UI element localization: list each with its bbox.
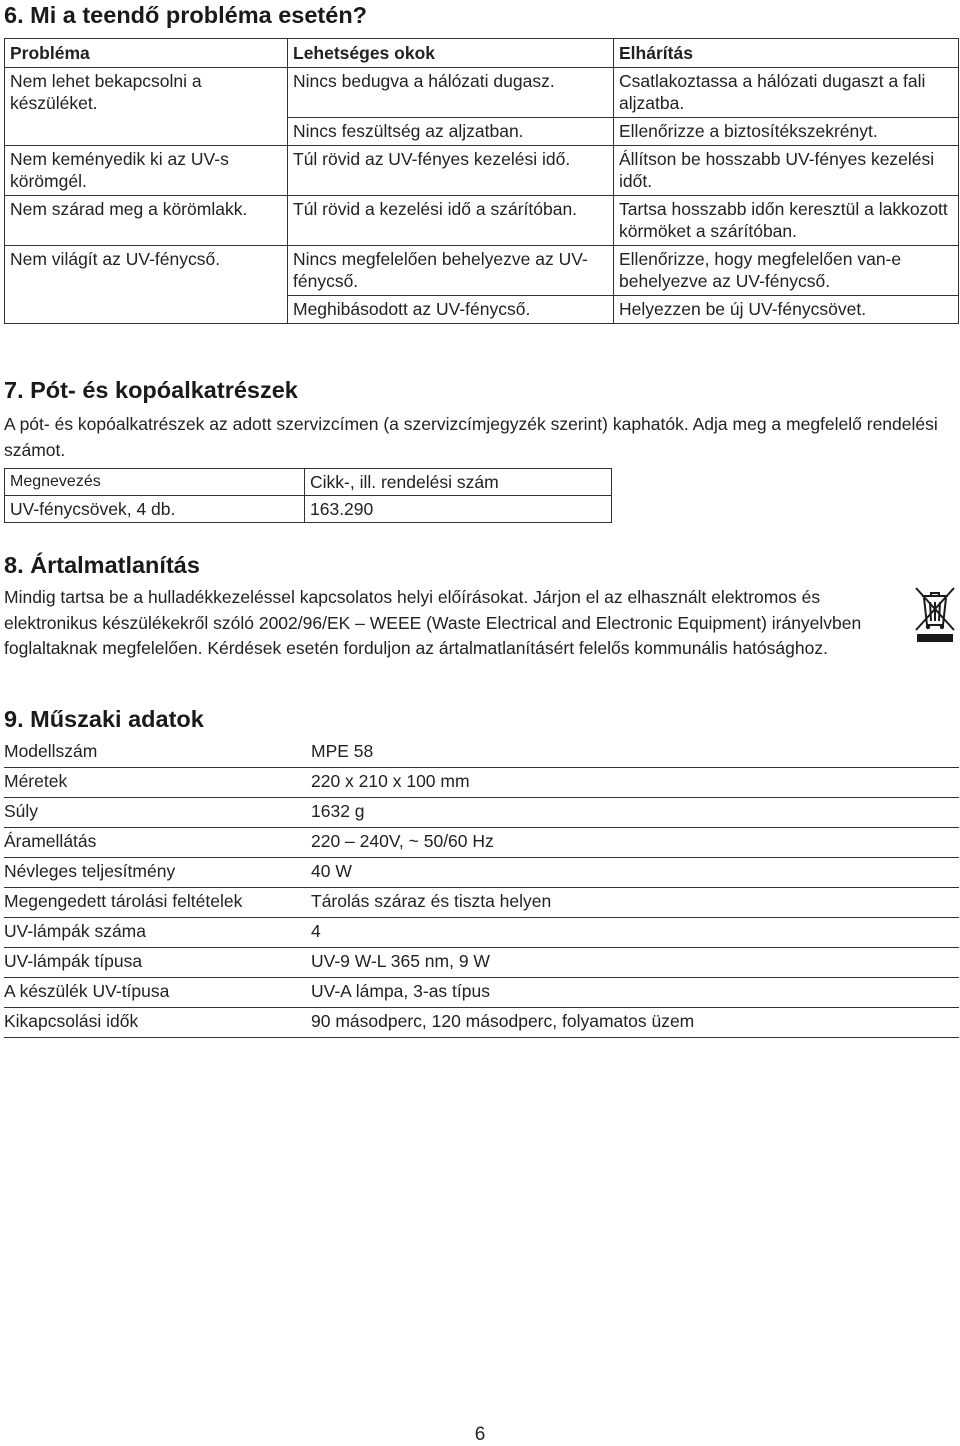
problem-cell: Nem lehet bekapcsolni a készüléket. bbox=[5, 68, 288, 146]
weee-crossed-bin-icon bbox=[912, 585, 958, 643]
table-header-row bbox=[5, 469, 612, 496]
table-row bbox=[5, 246, 959, 296]
header-problem: Probléma bbox=[5, 39, 288, 68]
table-row bbox=[5, 146, 959, 196]
table-row bbox=[5, 496, 612, 523]
table-row bbox=[5, 68, 959, 118]
spec-label: Méretek bbox=[4, 771, 68, 791]
spec-value: 90 másodperc, 120 másodperc, folyamatos üzem bbox=[311, 1011, 695, 1031]
spec-value: 4 bbox=[311, 921, 321, 941]
spec-value: UV-A lámpa, 3-as típus bbox=[311, 981, 490, 1001]
solution-cell: Állítson be hosszabb UV-fényes kezelési időt. bbox=[614, 146, 959, 196]
technical-data-table bbox=[4, 738, 959, 1038]
table-row bbox=[5, 196, 959, 246]
troubleshooting-table bbox=[4, 38, 959, 324]
spec-value: Tárolás száraz és tiszta helyen bbox=[311, 891, 552, 911]
spec-row bbox=[4, 858, 959, 888]
section-7-text: A pót- és kopóalkatrészek az adott szervizcímen (a szervizcímjegyzék szerint) kaphatók. Adja meg a megfelelő rendelési számot. bbox=[4, 414, 938, 460]
spec-label: Megengedett tárolási feltételek bbox=[4, 891, 243, 911]
section-7-title: 7. Pót- és kopóalkatrészek bbox=[4, 377, 298, 403]
spec-value: 220 – 240V, ~ 50/60 Hz bbox=[311, 831, 494, 851]
cause-cell: Meghibásodott az UV-fénycső. bbox=[288, 296, 614, 324]
spec-label: Modellszám bbox=[4, 741, 98, 761]
spec-value: UV-9 W-L 365 nm, 9 W bbox=[311, 951, 490, 971]
cause-cell: Nincs megfelelően behelyezve az UV-fénycső. bbox=[288, 246, 614, 296]
solution-cell: Csatlakoztassa a hálózati dugaszt a fali aljzatba. bbox=[614, 68, 959, 118]
spec-value: 220 x 210 x 100 mm bbox=[311, 771, 470, 791]
section-9-title: 9. Műszaki adatok bbox=[4, 706, 204, 732]
part-name-cell: UV-fénycsövek, 4 db. bbox=[5, 496, 305, 523]
spec-row bbox=[4, 888, 959, 918]
header-solution: Elhárítás bbox=[614, 39, 959, 68]
spec-value: 40 W bbox=[311, 861, 352, 881]
spec-row bbox=[4, 948, 959, 978]
spec-label: UV-lámpák típusa bbox=[4, 951, 143, 971]
solution-cell: Tartsa hosszabb időn keresztül a lakkozott körmöket a szárítóban. bbox=[614, 196, 959, 246]
solution-cell: Ellenőrizze a biztosítékszekrényt. bbox=[614, 118, 959, 146]
spec-row bbox=[4, 798, 959, 828]
cause-cell: Nincs feszültség az aljzatban. bbox=[288, 118, 614, 146]
cause-cell: Túl rövid az UV-fényes kezelési idő. bbox=[288, 146, 614, 196]
spec-label: Kikapcsolási idők bbox=[4, 1011, 139, 1031]
spec-label: Áramellátás bbox=[4, 831, 97, 851]
header-name: Megnevezés bbox=[5, 469, 305, 496]
spec-label: Súly bbox=[4, 801, 39, 821]
cause-cell: Túl rövid a kezelési idő a szárítóban. bbox=[288, 196, 614, 246]
problem-cell: Nem keményedik ki az UV-s körömgél. bbox=[5, 146, 288, 196]
spec-label: UV-lámpák száma bbox=[4, 921, 146, 941]
header-causes: Lehetséges okok bbox=[288, 39, 614, 68]
header-order-number: Cikk-, ill. rendelési szám bbox=[305, 469, 612, 496]
spec-row bbox=[4, 738, 959, 768]
section-6-title: 6. Mi a teendő probléma esetén? bbox=[4, 2, 368, 28]
spec-row bbox=[4, 768, 959, 798]
solution-cell: Helyezzen be új UV-fénycsövet. bbox=[614, 296, 959, 324]
section-8-text: Mindig tartsa be a hulladékkezeléssel kapcsolatos helyi előírásokat. Járjon el az elhasznált elektromos és elektronikus készülékekről szóló 2002/96/EK – WEEE (Waste Electrical and Electronic Equipment) irányelvben foglaltaknak megfelelően. Kérdések esetén forduljon az ártalmatlanításért felelős kommunális hatósághoz. bbox=[4, 587, 862, 658]
problem-cell: Nem világít az UV-fénycső. bbox=[5, 246, 288, 324]
order-number-cell: 163.290 bbox=[305, 496, 612, 523]
solution-cell: Ellenőrizze, hogy megfelelően van-e behelyezve az UV-fénycső. bbox=[614, 246, 959, 296]
spec-row bbox=[4, 828, 959, 858]
spare-parts-table bbox=[4, 468, 612, 523]
spec-row bbox=[4, 978, 959, 1008]
spec-value: MPE 58 bbox=[311, 741, 374, 761]
table-header-row bbox=[5, 39, 959, 68]
spec-label: Névleges teljesítmény bbox=[4, 861, 176, 881]
spec-row bbox=[4, 918, 959, 948]
problem-cell: Nem szárad meg a körömlakk. bbox=[5, 196, 288, 246]
cause-cell: Nincs bedugva a hálózati dugasz. bbox=[288, 68, 614, 118]
spec-value: 1632 g bbox=[311, 801, 365, 821]
page-number: 6 bbox=[474, 1424, 486, 1445]
spec-row bbox=[4, 1008, 959, 1038]
section-8-title: 8. Ártalmatlanítás bbox=[4, 552, 200, 578]
spec-label: A készülék UV-típusa bbox=[4, 981, 170, 1001]
